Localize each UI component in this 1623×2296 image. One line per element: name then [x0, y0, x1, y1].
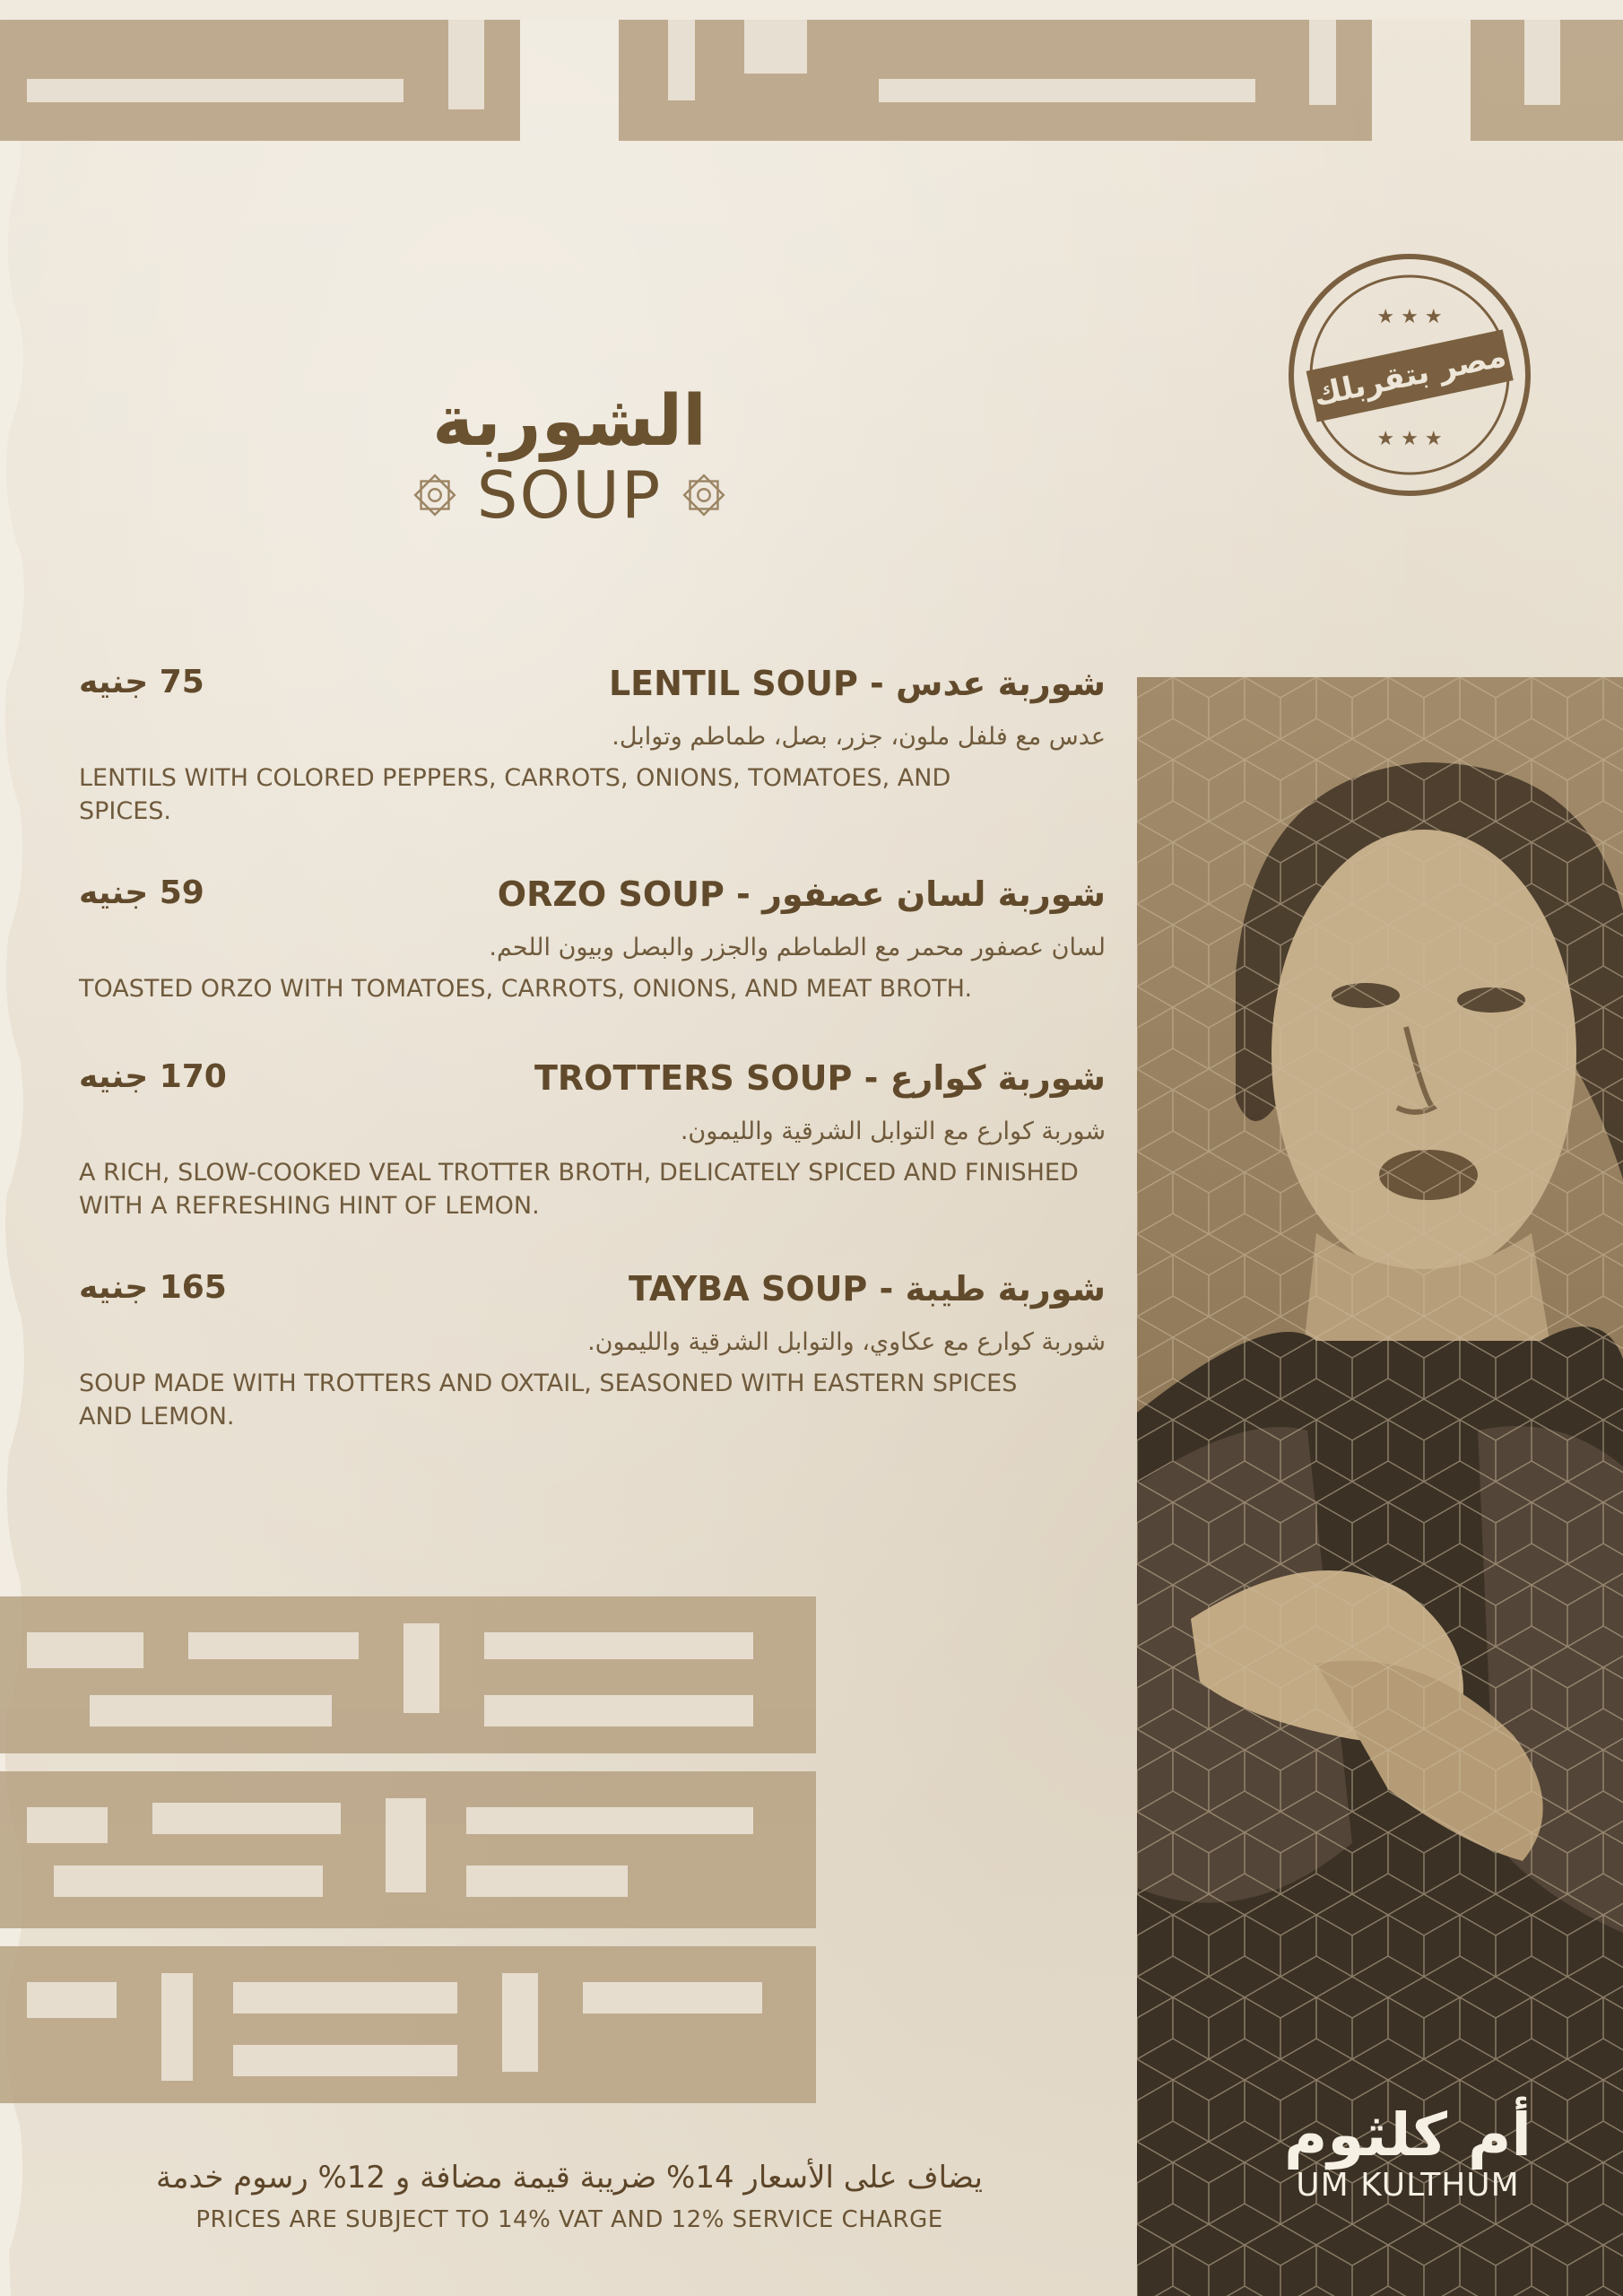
stamp-text: مصر بتقربلك	[1310, 337, 1510, 414]
svg-text:★ ★ ★: ★ ★ ★	[1376, 428, 1443, 450]
price-note	[54, 2160, 1085, 2233]
item-title: LENTIL SOUP - شوربة عدس	[608, 664, 1106, 703]
menu-item	[79, 664, 1106, 874]
item-price: 59 جنيه	[79, 874, 204, 911]
price-note-en: PRICES ARE SUBJECT TO 14% VAT AND 12% SERVICE CHARGE	[195, 2206, 943, 2233]
kufic-bottom-decoration	[0, 1596, 825, 2108]
item-description-en: LENTILS WITH COLORED PEPPERS, CARROTS, ONIONS, TOMATOES, AND SPICES.	[79, 764, 951, 825]
section-title-ar: الشوربة	[432, 381, 707, 462]
item-description-ar: شوربة كوارع مع التوابل الشرقية والليمون.	[680, 1118, 1106, 1145]
item-price: 165 جنيه	[79, 1269, 227, 1306]
svg-text:★ ★ ★: ★ ★ ★	[1376, 306, 1443, 328]
price-note-ar: يضاف على الأسعار 14% ضريبة قيمة مضافة و 12% رسوم خدمة	[156, 2160, 983, 2196]
menu-item	[79, 1058, 1106, 1269]
brand-name-ar: أم كلثوم	[1284, 2100, 1532, 2170]
brand-logo	[1282, 2100, 1533, 2204]
kufic-top-decoration	[0, 0, 1623, 148]
item-description-ar: شوربة كوارع مع عكاوي، والتوابل الشرقية والليمون.	[587, 1328, 1106, 1356]
brand-name-en: UM KULTHUM	[1296, 2166, 1520, 2204]
item-title: TROTTERS SOUP - شوربة كوارع	[534, 1058, 1106, 1098]
stamp-seal	[1284, 249, 1535, 500]
star-ornament-icon	[678, 469, 730, 521]
section-title-en: SOUP	[476, 457, 663, 533]
item-title: ORZO SOUP - شوربة لسان عصفور	[497, 874, 1106, 914]
item-description-ar: لسان عصفور محمر مع الطماطم والجزر والبصل وبيون اللحم.	[489, 934, 1106, 961]
star-ornament-icon	[409, 469, 461, 521]
item-title: TAYBA SOUP - شوربة طيبة	[629, 1269, 1106, 1309]
menu-item	[79, 874, 1106, 1058]
menu-item	[79, 1269, 1106, 1433]
item-price: 170 جنيه	[79, 1058, 227, 1095]
item-description-en: SOUP MADE WITH TROTTERS AND OXTAIL, SEASONED WITH EASTERN SPICES AND LEMON.	[79, 1370, 1018, 1431]
soup-menu-list	[79, 664, 1106, 1433]
item-description-en: TOASTED ORZO WITH TOMATOES, CARROTS, ONIONS, AND MEAT BROTH.	[79, 975, 973, 1003]
item-description-ar: عدس مع فلفل ملون، جزر، بصل، طماطم وتوابل.	[612, 723, 1106, 751]
section-heading	[377, 381, 762, 533]
item-description-en: A RICH, SLOW-COOKED VEAL TROTTER BROTH, DELICATELY SPICED AND FINISHED WITH A REFRESHING HINT OF LEMON.	[79, 1159, 1079, 1220]
singer-portrait	[1137, 677, 1623, 2296]
item-price: 75 جنيه	[79, 664, 204, 700]
